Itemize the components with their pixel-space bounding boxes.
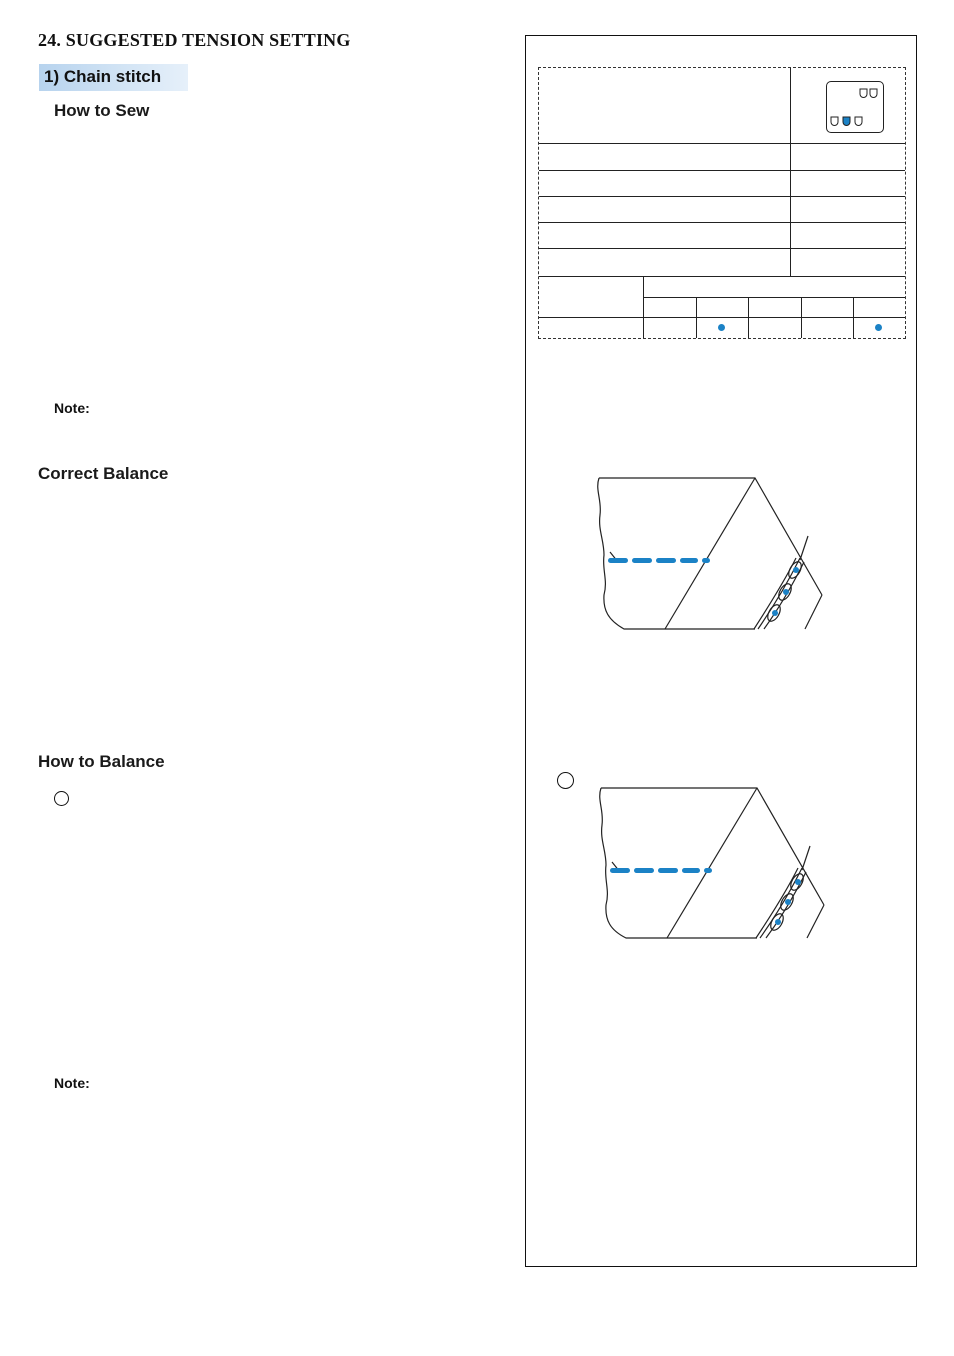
fabric-stitch-illustration <box>590 470 835 640</box>
fabric-stitch-illustration <box>592 780 837 950</box>
heading-how-to-sew: How to Sew <box>54 101 150 120</box>
page-title: 24. SUGGESTED TENSION SETTING <box>38 30 351 50</box>
setting-dot <box>875 324 882 331</box>
circle-marker-icon <box>54 791 69 806</box>
note-label: Note: <box>54 400 90 416</box>
heading-correct-balance: Correct Balance <box>38 464 169 483</box>
note-label: Note: <box>54 1075 90 1091</box>
needle-position-icon <box>826 81 884 133</box>
section-badge: 1) Chain stitch <box>39 64 188 91</box>
circle-marker-icon <box>557 772 574 789</box>
heading-how-to-balance: How to Balance <box>38 752 165 771</box>
setting-dot <box>718 324 725 331</box>
